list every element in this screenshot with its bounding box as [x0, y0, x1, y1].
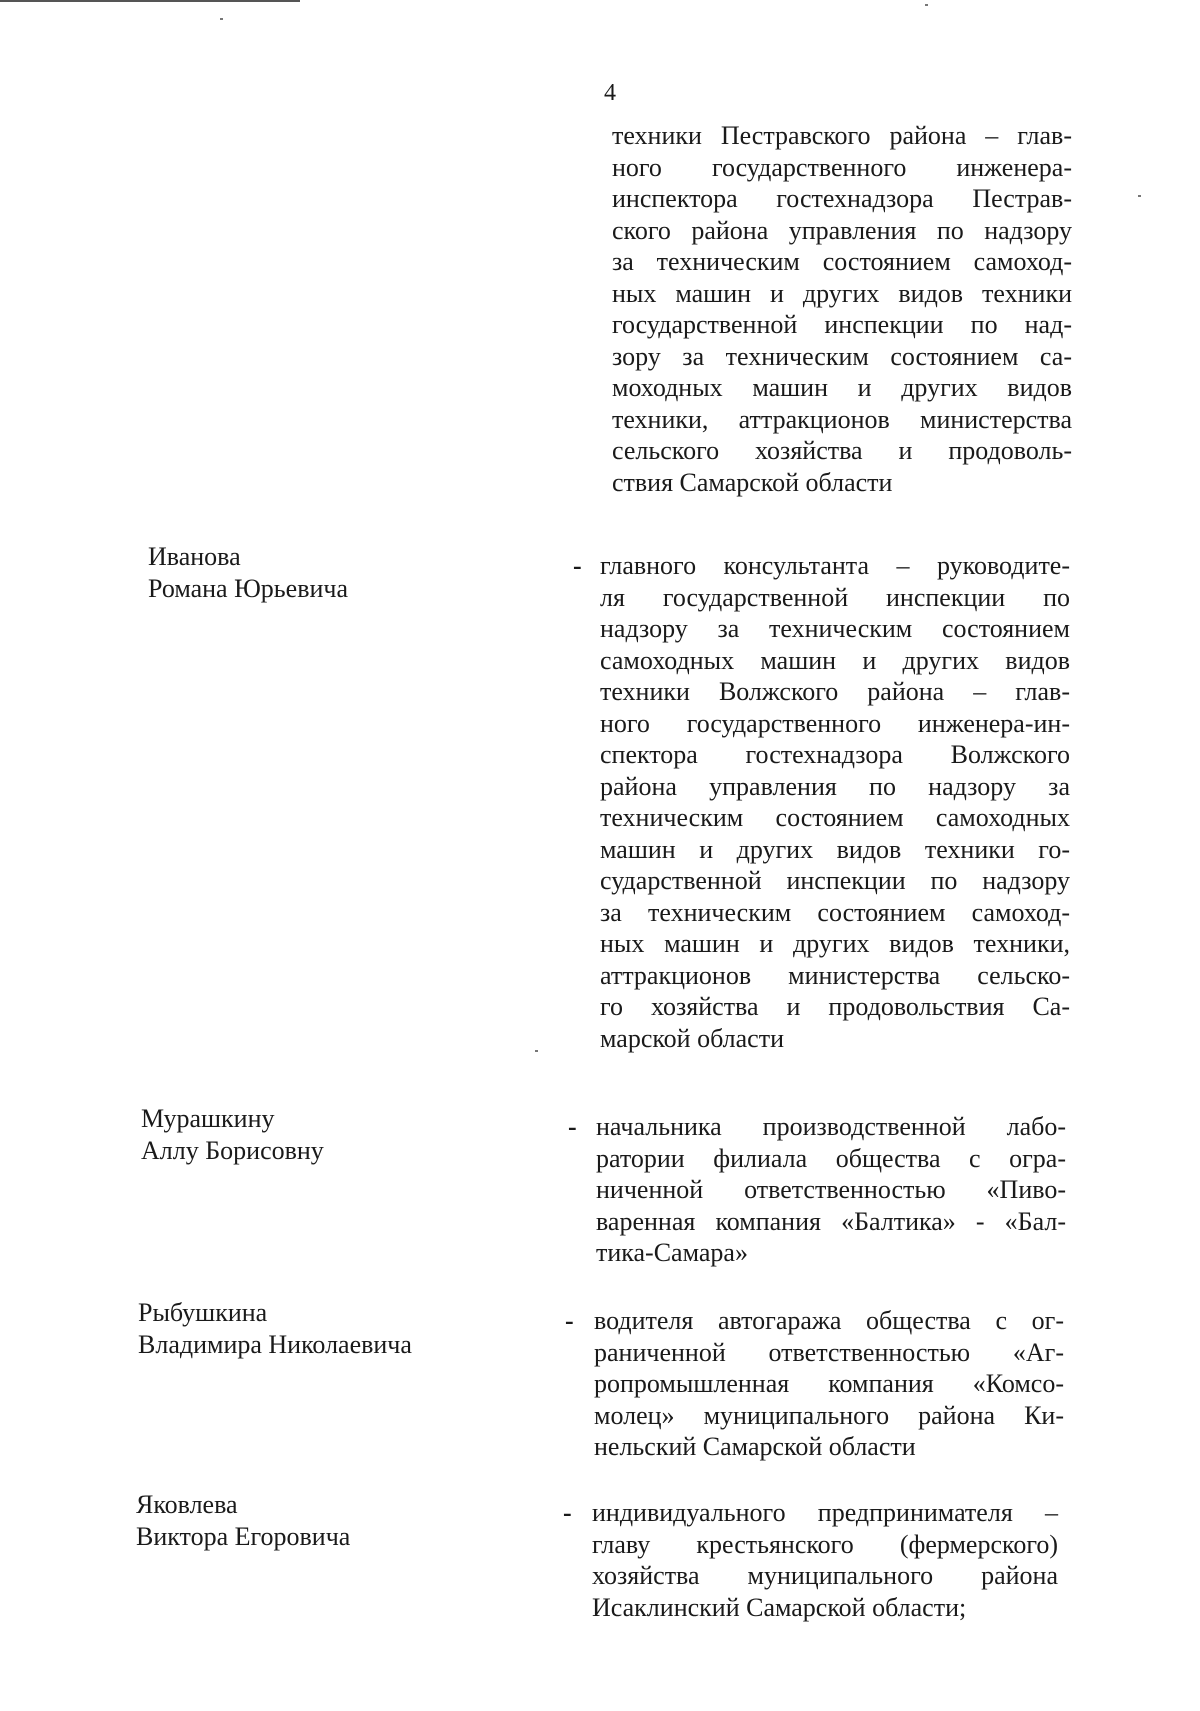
surname: Рыбушкина	[138, 1298, 268, 1327]
text-line: за техническим состоянием самоход-	[612, 247, 1072, 276]
text-line: машин и других видов техники го-	[600, 834, 1070, 864]
text-line: моходных машин и других видов	[612, 373, 1072, 402]
text-line: Исаклинский Самарской области;	[592, 1592, 967, 1622]
text-line: сельского хозяйства и продоволь-	[612, 436, 1072, 465]
text-line: нельский Самарской области	[594, 1432, 916, 1461]
text-line: надзору за техническим состоянием	[600, 614, 1070, 643]
text-line: марской области	[600, 1023, 784, 1053]
position-description	[592, 1497, 1058, 1623]
text-line: ниченной ответственностью «Пиво-	[596, 1175, 1066, 1204]
position-description	[596, 1111, 1066, 1269]
text-line: за техническим состоянием самоход-	[600, 897, 1070, 927]
text-line: аттракционов министерства сельско-	[600, 960, 1070, 990]
text-line: варенная компания «Балтика» - «Бал-	[596, 1206, 1066, 1236]
text-line: района управления по надзору за	[600, 771, 1070, 801]
text-line: государственной инспекции по над-	[612, 310, 1072, 339]
scan-speck	[925, 4, 928, 6]
text-line: техники Волжского района – глав-	[600, 677, 1070, 706]
person-name	[136, 1489, 350, 1553]
text-line: индивидуального предпринимателя –	[592, 1498, 1058, 1527]
list-dash: -	[563, 1498, 572, 1527]
position-description	[594, 1305, 1064, 1463]
text-line: ного государственного инженера-	[612, 152, 1072, 182]
surname: Иванова	[148, 542, 241, 571]
given-names: Виктора Егоровича	[136, 1522, 351, 1551]
text-line: техники, аттракционов министерства	[612, 404, 1072, 434]
given-names: Владимира Николаевича	[138, 1330, 412, 1359]
text-line: ля государственной инспекции по	[600, 582, 1070, 612]
text-line: спектора гостехнадзора Волжского	[600, 740, 1070, 769]
text-line: ных машин и других видов техники,	[600, 929, 1070, 958]
text-line: инспектора гостехнадзора Пестрав-	[612, 184, 1072, 213]
scan-edge-mark	[0, 0, 300, 2]
text-line: хозяйства муниципального района	[592, 1561, 1058, 1590]
text-line: техническим состоянием самоходных	[600, 803, 1070, 832]
text-line: молец» муниципального района Ки-	[594, 1400, 1064, 1430]
list-dash: -	[565, 1306, 574, 1335]
text-line: го хозяйства и продовольствия Са-	[600, 992, 1070, 1021]
text-line: ствия Самарской области	[612, 467, 893, 497]
text-line: ропромышленная компания «Комсо-	[594, 1369, 1064, 1398]
text-line: самоходных машин и других видов	[600, 645, 1070, 675]
page-number: 4	[604, 80, 616, 106]
surname: Яковлева	[136, 1490, 238, 1519]
given-names: Романа Юрьевича	[148, 574, 349, 603]
text-line: ных машин и других видов техники	[612, 278, 1072, 308]
text-line: ского района управления по надзору	[612, 215, 1072, 245]
text-line: сударственной инспекции по надзору	[600, 866, 1070, 895]
text-line: водителя автогаража общества с ог-	[594, 1306, 1064, 1335]
surname: Мурашкину	[141, 1104, 275, 1133]
scan-speck	[220, 18, 223, 20]
text-line: главного консультанта – руководите-	[600, 551, 1070, 580]
text-line: начальника производственной лабо-	[596, 1112, 1066, 1141]
given-names: Аллу Борисовну	[141, 1136, 324, 1165]
text-line: ного государственного инженера-ин-	[600, 708, 1070, 738]
list-dash: -	[568, 1112, 577, 1141]
scan-speck	[535, 1050, 538, 1052]
text-line: техники Пестравского района – глав-	[612, 121, 1072, 150]
text-line: зору за техническим состоянием са-	[612, 341, 1072, 371]
text-line: раниченной ответственностью «Аг-	[594, 1337, 1064, 1367]
text-line: тика-Самара»	[596, 1238, 748, 1267]
intro-paragraph	[612, 120, 1072, 498]
list-dash: -	[573, 551, 582, 580]
person-name	[148, 541, 348, 605]
person-name	[138, 1297, 412, 1361]
text-line: ратории филиала общества с огра-	[596, 1143, 1066, 1173]
text-line: главу крестьянского (фермерского)	[592, 1529, 1058, 1559]
person-name	[141, 1103, 324, 1167]
scan-speck	[1138, 195, 1141, 197]
position-description	[600, 550, 1070, 1054]
